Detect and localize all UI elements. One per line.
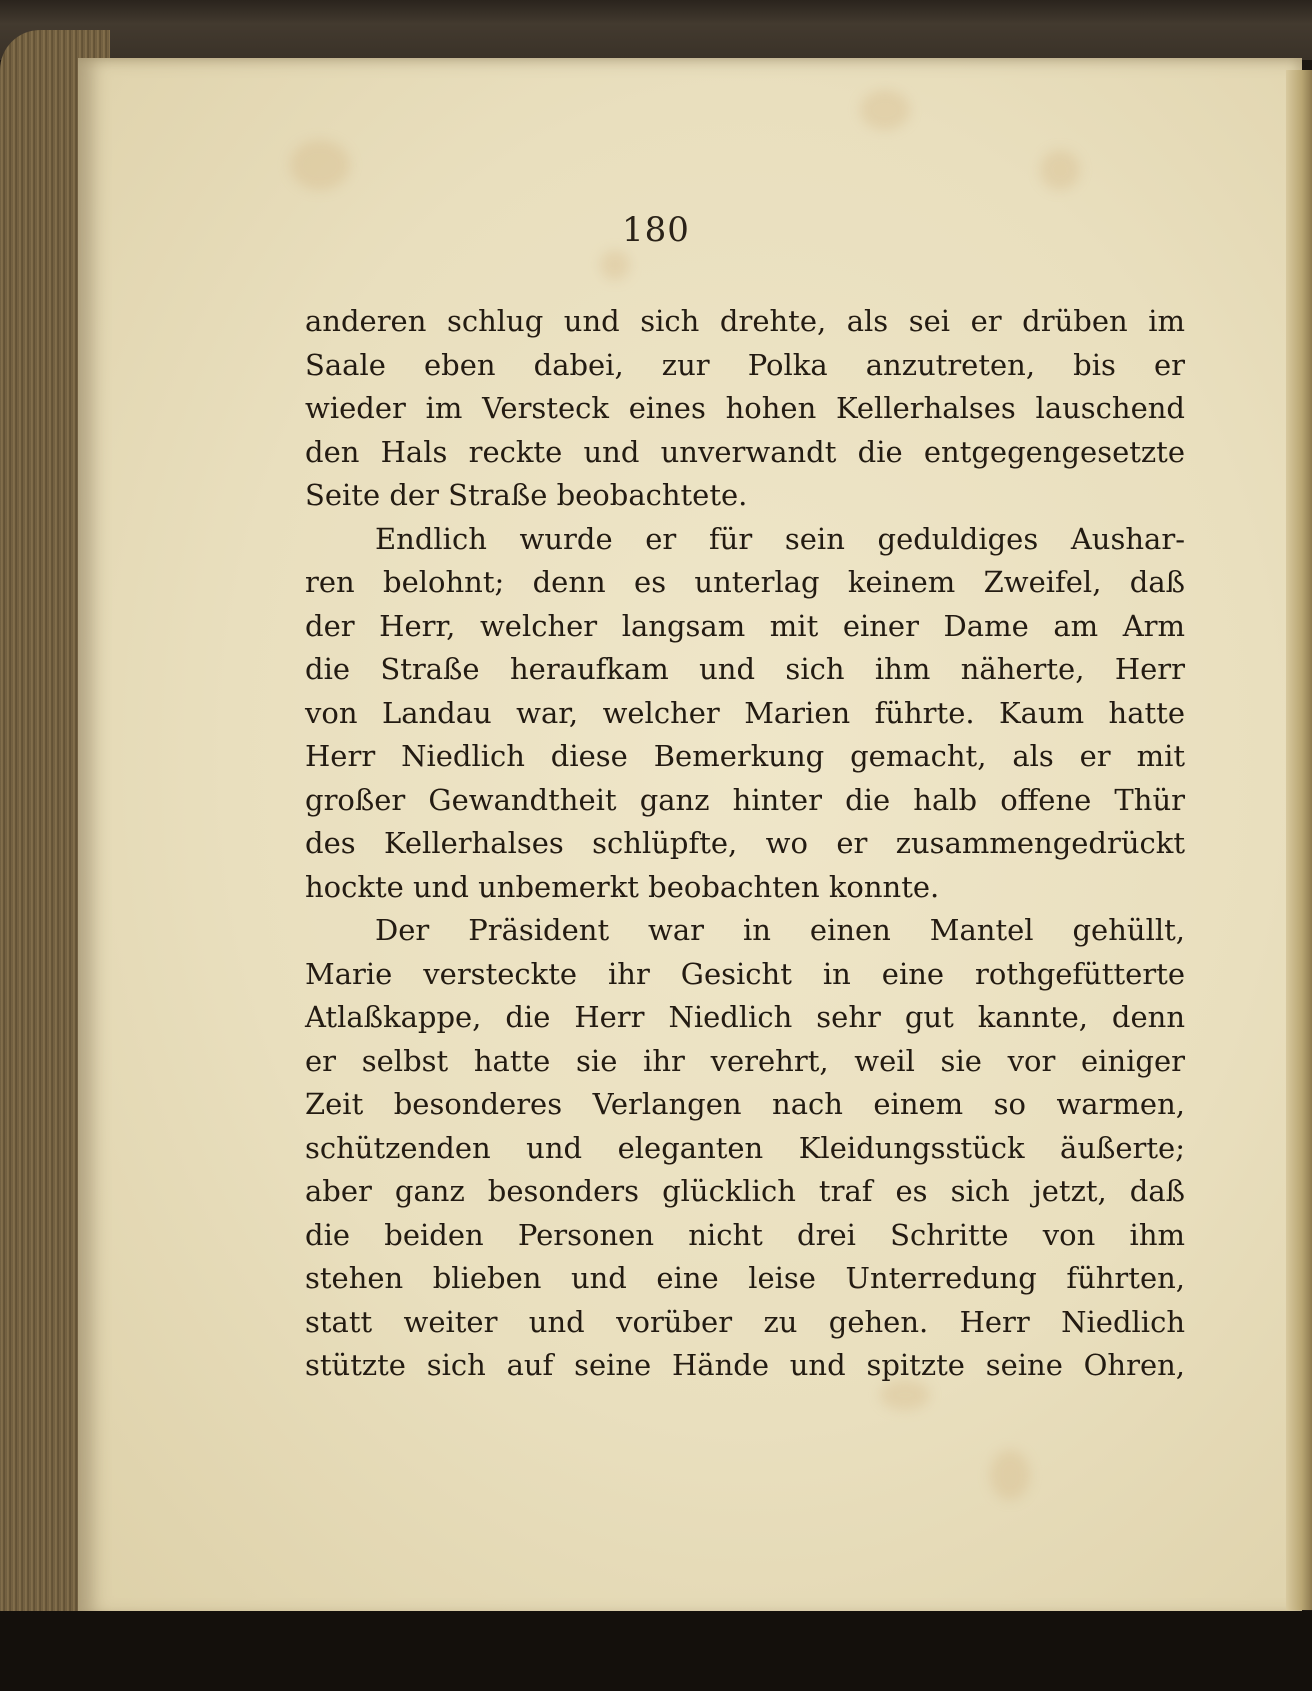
text-line: stehen blieben und eine leise Unterredung führten, <box>305 1261 1185 1295</box>
book-cover-bottom <box>0 1611 1312 1691</box>
text-line: hockte und unbemerkt beobachten konnte. <box>305 869 940 904</box>
text-line: von Landau war, welcher Marien führte. Kaum hatte <box>305 695 1185 730</box>
text-line: Der Präsident war in einen Mantel gehüllt, <box>375 913 1185 947</box>
text-line: wieder im Versteck eines hohen Kellerhalses lauschend <box>305 391 1185 425</box>
text-line: großer Gewandtheit ganz hinter die halb offene Thür <box>305 782 1185 817</box>
text-line: die Straße heraufkam und sich ihm näherte, Herr <box>305 652 1185 686</box>
paper-stain <box>990 1450 1030 1500</box>
text-line: Marie versteckte ihr Gesicht in eine rothgefütterte <box>305 956 1185 991</box>
page-fold <box>1286 70 1312 1610</box>
body-text <box>305 300 1185 1388</box>
text-line: aber ganz besonders glücklich traf es sich jetzt, daß <box>305 1174 1185 1208</box>
text-line: Saale eben dabei, zur Polka anzutreten, bis er <box>305 347 1185 382</box>
text-line: des Kellerhalses schlüpfte, wo er zusammengedrückt <box>305 826 1185 860</box>
paper-stain <box>860 90 910 130</box>
text-line: Seite der Straße beobachtete. <box>305 478 748 512</box>
text-line: schützenden und eleganten Kleidungsstück äußerte; <box>305 1130 1185 1165</box>
text-line: anderen schlug und sich drehte, als sei er drüben im <box>305 304 1185 338</box>
text-line: die beiden Personen nicht drei Schritte von ihm <box>305 1217 1185 1252</box>
paper-stain <box>1040 150 1080 190</box>
page-number: 180 <box>622 210 690 250</box>
paper-stain <box>600 250 630 280</box>
text-line: ren belohnt; denn es unterlag keinem Zweifel, daß <box>305 565 1185 599</box>
text-line: stützte sich auf seine Hände und spitzte seine Ohren, <box>305 1348 1185 1382</box>
text-line: der Herr, welcher langsam mit einer Dame am Arm <box>305 608 1185 643</box>
paper-stain <box>290 140 350 190</box>
text-line: den Hals reckte und unverwandt die entgegengesetzte <box>305 434 1185 469</box>
text-line: Herr Niedlich diese Bemerkung gemacht, als er mit <box>305 739 1185 773</box>
text-line: Endlich wurde er für sein geduldiges Aushar- <box>375 521 1185 556</box>
text-line: Atlaßkappe, die Herr Niedlich sehr gut kannte, denn <box>305 1000 1185 1034</box>
text-line: er selbst hatte sie ihr verehrt, weil sie vor einiger <box>305 1043 1185 1078</box>
book-cover-top <box>0 0 1312 60</box>
text-line: Zeit besonderes Verlangen nach einem so warmen, <box>305 1087 1185 1121</box>
text-line: statt weiter und vorüber zu gehen. Herr Niedlich <box>305 1304 1185 1339</box>
